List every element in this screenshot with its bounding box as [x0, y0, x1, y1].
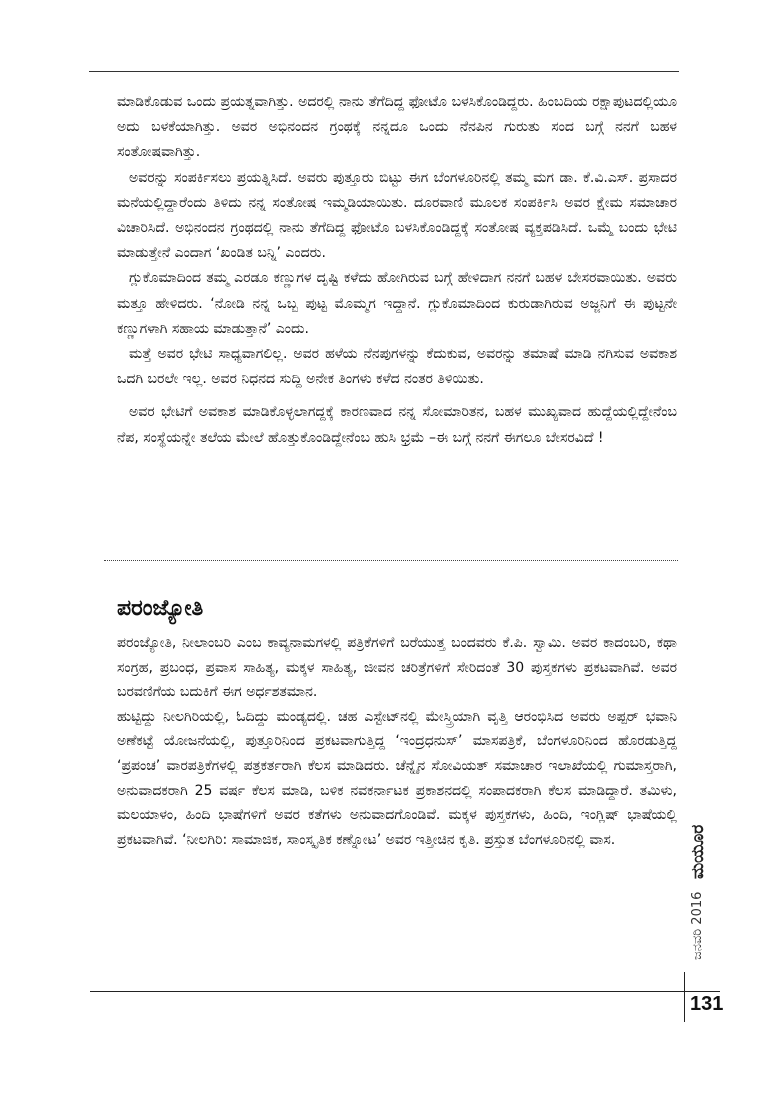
page-number: 131 — [690, 993, 724, 1015]
article-continuation — [117, 90, 677, 451]
issue-date: ಜನವರಿ 2016 — [690, 891, 705, 960]
article-paragraph: ಅವರನ್ನು ಸಂಪರ್ಕಿಸಲು ಪ್ರಯತ್ನಿಸಿದೆ. ಅವರು ಪುತ್ತೂರು ಬಿಟ್ಟು ಈಗ ಬೆಂಗಳೂರಿನಲ್ಲಿ ತಮ್ಮ ಮಗ ಡಾ. ಕೆ.ವಿ.ಎಸ್. ಪ್ರಸಾದರ ಮನೆಯಲ್ಲಿದ್ದಾರೆಂದು ತಿಳಿದು ನನ್ನ ಸಂತೋಷ ಇಮ್ಮಡಿಯಾಯಿತು. ದೂರವಾಣಿ ಮೂಲಕ ಸಂಪರ್ಕಿಸಿ ಅವರ ಕ್ಷೇಮ ಸಮಾಚಾರ ವಿಚಾರಿಸಿದೆ. ಅಭಿನಂದನ ಗ್ರಂಥದಲ್ಲಿ ನಾನು ತೆಗೆದಿದ್ದ ಫೋಟೊ ಬಳಸಿಕೊಂಡಿದ್ದಕ್ಕೆ ಸಂತೋಷ ವ್ಯಕ್ತಪಡಿಸಿದೆ. ಒಮ್ಮೆ ಬಂದು ಭೇಟಿ ಮಾಡುತ್ತೇನೆ ಎಂದಾಗ ‘ಖಂಡಿತ ಬನ್ನಿ’ ಎಂದರು. — [117, 169, 677, 262]
section-title: ಪರಂಜ್ಯೋತಿ — [117, 596, 204, 621]
author-profile-section — [117, 595, 677, 852]
page-number-rule — [684, 972, 685, 1022]
top-rule — [89, 71, 679, 72]
magazine-logo: ಮಯೂರ — [688, 825, 708, 880]
sidebar-text — [688, 800, 718, 960]
article-paragraph: ಗ್ಲುಕೊಮಾದಿಂದ ತಮ್ಮ ಎರಡೂ ಕಣ್ಣುಗಳ ದೃಷ್ಟಿ ಕಳೆದು ಹೋಗಿರುವ ಬಗ್ಗೆ ಹೇಳಿದಾಗ ನನಗೆ ಬಹಳ ಬೇಸರವಾಯಿತು. ಅವರು ಮತ್ತೂ ಹೇಳಿದರು. ‘ನೋಡಿ ನನ್ನ ಒಬ್ಬ ಪುಟ್ಟ ಮೊಮ್ಮಗ ಇದ್ದಾನೆ. ಗ್ಲುಕೊಮಾದಿಂದ ಕುರುಡಾಗಿರುವ ಅಜ್ಜನಿಗೆ ಈ ಪುಟ್ಟನೇ ಕಣ್ಣುಗಳಾಗಿ ಸಹಾಯ ಮಾಡುತ್ತಾನೆ’ ಎಂದು. — [117, 270, 677, 337]
magazine-sidebar — [688, 800, 718, 960]
bottom-rule — [90, 991, 720, 992]
article-paragraph: ಮಾಡಿಕೊಡುವ ಒಂದು ಪ್ರಯತ್ನವಾಗಿತ್ತು. ಅದರಲ್ಲಿ ನಾನು ತೆಗೆದಿದ್ದ ಫೋಟೊ ಬಳಸಿಕೊಂಡಿದ್ದರು. ಹಿಂಬದಿಯ ರಕ್ಷಾಪುಟದಲ್ಲಿಯೂ ಅದು ಬಳಕೆಯಾಗಿತ್ತು. ಅವರ ಅಭಿನಂದನ ಗ್ರಂಥಕ್ಕೆ ನನ್ನದೂ ಒಂದು ನೆನಪಿನ ಗುರುತು ಸಂದ ಬಗ್ಗೆ ನನಗೆ ಬಹಳ ಸಂತೋಷವಾಗಿತ್ತು. — [117, 94, 677, 161]
section-divider — [104, 560, 678, 561]
section-paragraph: ಹುಟ್ಟಿದ್ದು ನೀಲಗಿರಿಯಲ್ಲಿ, ಓದಿದ್ದು ಮಂಡ್ಯದಲ್ಲಿ. ಚಹ ಎಸ್ಟೇಟ್‌ನಲ್ಲಿ ಮೇಸ್ತ್ರಿಯಾಗಿ ವೃತ್ತಿ ಆರಂಭಿಸಿದ ಅವರು ಅಪ್ಪರ್ ಭವಾನಿ ಅಣೆಕಟ್ಟೆ ಯೋಜನೆಯಲ್ಲಿ, ಪುತ್ತೂರಿನಿಂದ ಪ್ರಕಟವಾಗುತ್ತಿದ್ದ ‘ಇಂದ್ರಧನುಸ್’ ಮಾಸಪತ್ರಿಕೆ, ಬೆಂಗಳೂರಿನಿಂದ ಹೊರಡುತ್ತಿದ್ದ ‘ಪ್ರಪಂಚ’ ವಾರಪತ್ರಿಕೆಗಳಲ್ಲಿ ಪತ್ರಕರ್ತರಾಗಿ ಕೆಲಸ ಮಾಡಿದರು. ಚೆನ್ನೈನ ಸೋವಿಯತ್ ಸಮಾಚಾರ ಇಲಾಖೆಯಲ್ಲಿ ಗುಮಾಸ್ತರಾಗಿ, ಅನುವಾದಕರಾಗಿ 25 ವರ್ಷ ಕೆಲಸ ಮಾಡಿ, ಬಳಿಕ ನವಕರ್ನಾಟಕ ಪ್ರಕಾಶನದಲ್ಲಿ ಸಂಪಾದಕರಾಗಿ ಕೆಲಸ ಮಾಡಿದ್ದಾರೆ. ತಮಿಳು, ಮಲಯಾಳಂ, ಹಿಂದಿ ಭಾಷೆಗಳಿಗೆ ಅವರ ಕತೆಗಳು ಅನುವಾದಗೊಂಡಿವೆ. ಮಕ್ಕಳ ಪುಸ್ತಕಗಳು, ಹಿಂದಿ, ಇಂಗ್ಲಿಷ್ ಭಾಷೆಯಲ್ಲಿ ಪ್ರಕಟವಾಗಿವೆ. ‘ನೀಲಗಿರಿ: ಸಾಮಾಜಿಕ, ಸಾಂಸ್ಕೃತಿಕ ಕಣ್ನೋಟ’ ಅವರ ಇತ್ತೀಚಿನ ಕೃತಿ. ಪ್ರಸ್ತುತ ಬೆಂಗಳೂರಿನಲ್ಲಿ ವಾಸ. — [117, 708, 677, 848]
article-paragraph: ಅವರ ಭೇಟಿಗೆ ಅವಕಾಶ ಮಾಡಿಕೊಳ್ಳಲಾಗದ್ದಕ್ಕೆ ಕಾರಣವಾದ ನನ್ನ ಸೋಮಾರಿತನ, ಬಹಳ ಮುಖ್ಯವಾದ ಹುದ್ದೆಯಲ್ಲಿದ್ದೇನೆಂಬ ನೆಪ, ಸಂಸ್ಥೆಯನ್ನೇ ತಲೆಯ ಮೇಲೆ ಹೊತ್ತುಕೊಂಡಿದ್ದೇನೆಂಬ ಹುಸಿ ಭ್ರಮೆ –ಈ ಬಗ್ಗೆ ನನಗೆ ಈಗಲೂ ಬೇಸರವಿದೆ ! — [117, 404, 677, 446]
section-paragraph: ಪರಂಜ್ಯೋತಿ, ನೀಲಾಂಬರಿ ಎಂಬ ಕಾವ್ಯನಾಮಗಳಲ್ಲಿ ಪತ್ರಿಕೆಗಳಿಗೆ ಬರೆಯುತ್ತ ಬಂದವರು ಕೆ.ಪಿ. ಸ್ವಾಮಿ. ಅವರ ಕಾದಂಬರಿ, ಕಥಾ ಸಂಗ್ರಹ, ಪ್ರಬಂಧ, ಪ್ರವಾಸ ಸಾಹಿತ್ಯ, ಮಕ್ಕಳ ಸಾಹಿತ್ಯ, ಜೀವನ ಚರಿತ್ರೆಗಳಿಗೆ ಸೇರಿದಂತೆ 30 ಪುಸ್ತಕಗಳು ಪ್ರಕಟವಾಗಿವೆ. ಅವರ ಬರವಣಿಗೆಯ ಬದುಕಿಗೆ ಈಗ ಅರ್ಧಶತಮಾನ. — [117, 635, 677, 701]
article-paragraph: ಮತ್ತೆ ಅವರ ಭೇಟಿ ಸಾಧ್ಯವಾಗಲಿಲ್ಲ. ಅವರ ಹಳೆಯ ನೆನಪುಗಳನ್ನು ಕೆದುಕುವ, ಅವರನ್ನು ತಮಾಷೆ ಮಾಡಿ ನಗಿಸುವ ಅವಕಾಶ ಒದಗಿ ಬರಲೇ ಇಲ್ಲ. ಅವರ ನಿಧನದ ಸುದ್ದಿ ಅನೇಕ ತಿಂಗಳು ಕಳೆದ ನಂತರ ತಿಳಿಯಿತು. — [117, 346, 677, 388]
